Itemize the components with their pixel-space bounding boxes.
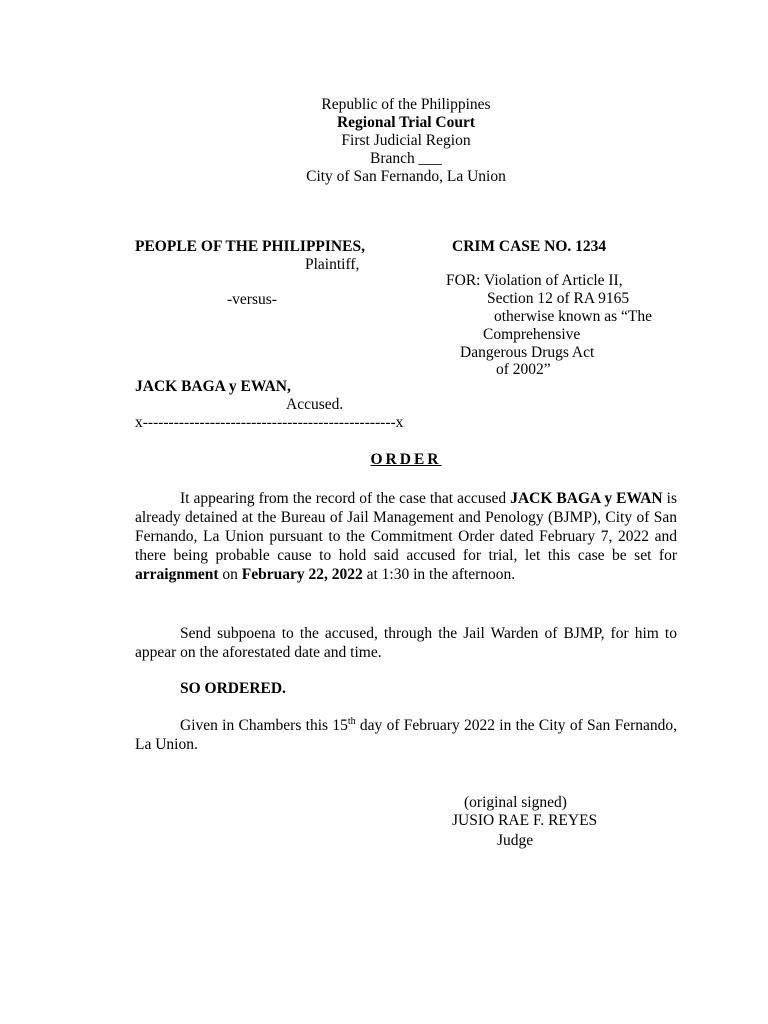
caption-separator: x-------------------------------------------------x bbox=[135, 414, 404, 431]
header-branch: Branch ___ bbox=[370, 150, 442, 167]
charge-line-5: Dangerous Drugs Act bbox=[460, 344, 595, 361]
order-paragraph-2: Send subpoena to the accused, through the Jail Warden of BJMP, for him to appear on the aforestated date and time. bbox=[135, 625, 677, 661]
so-ordered: SO ORDERED. bbox=[180, 680, 286, 697]
signature-note: (original signed) bbox=[464, 794, 567, 811]
header-court: Regional Trial Court bbox=[336, 114, 476, 131]
charge-line-1: FOR: Violation of Article II, bbox=[446, 272, 623, 289]
accused-name: JACK BAGA y EWAN, bbox=[135, 378, 291, 395]
arraignment-term: arraignment bbox=[135, 566, 219, 583]
accused-name-inline: JACK BAGA y EWAN bbox=[510, 490, 663, 507]
ordinal-suffix: th bbox=[347, 715, 356, 727]
charge-line-3: otherwise known as “The bbox=[494, 308, 652, 325]
order-paragraph-3: Given in Chambers this 15th day of February 2022 in the City of San Fernando, La Union. bbox=[135, 715, 677, 753]
order-title: ORDER bbox=[370, 451, 442, 468]
plaintiff-name: PEOPLE OF THE PHILIPPINES, bbox=[135, 238, 365, 255]
charge-line-2: Section 12 of RA 9165 bbox=[487, 290, 630, 307]
order-paragraph-1: It appearing from the record of the case that accused JACK BAGA y EWAN is already detained at the Bureau of Jail Management and Penology (BJMP), City of San Fernando, La Union pursuant to the Commitment Order dated February 7, 2022 and there being probable cause to hold said accused for trial, let this case be set for arraignment on February 22, 2022 at 1:30 in the afternoon. bbox=[135, 490, 677, 583]
judge-title: Judge bbox=[497, 832, 534, 849]
judge-name: JUSIO RAE F. REYES bbox=[452, 812, 598, 829]
charge-line-6: of 2002” bbox=[496, 361, 551, 378]
arraignment-date: February 22, 2022 bbox=[241, 566, 363, 583]
plaintiff-role: Plaintiff, bbox=[305, 256, 360, 273]
header-republic: Republic of the Philippines bbox=[321, 96, 491, 113]
header-region: First Judicial Region bbox=[341, 132, 471, 149]
versus-label: -versus- bbox=[227, 291, 277, 308]
header-city: City of San Fernando, La Union bbox=[306, 168, 506, 185]
charge-line-4: Comprehensive bbox=[483, 326, 581, 343]
accused-role: Accused. bbox=[286, 396, 344, 413]
case-number: CRIM CASE NO. 1234 bbox=[452, 238, 607, 255]
